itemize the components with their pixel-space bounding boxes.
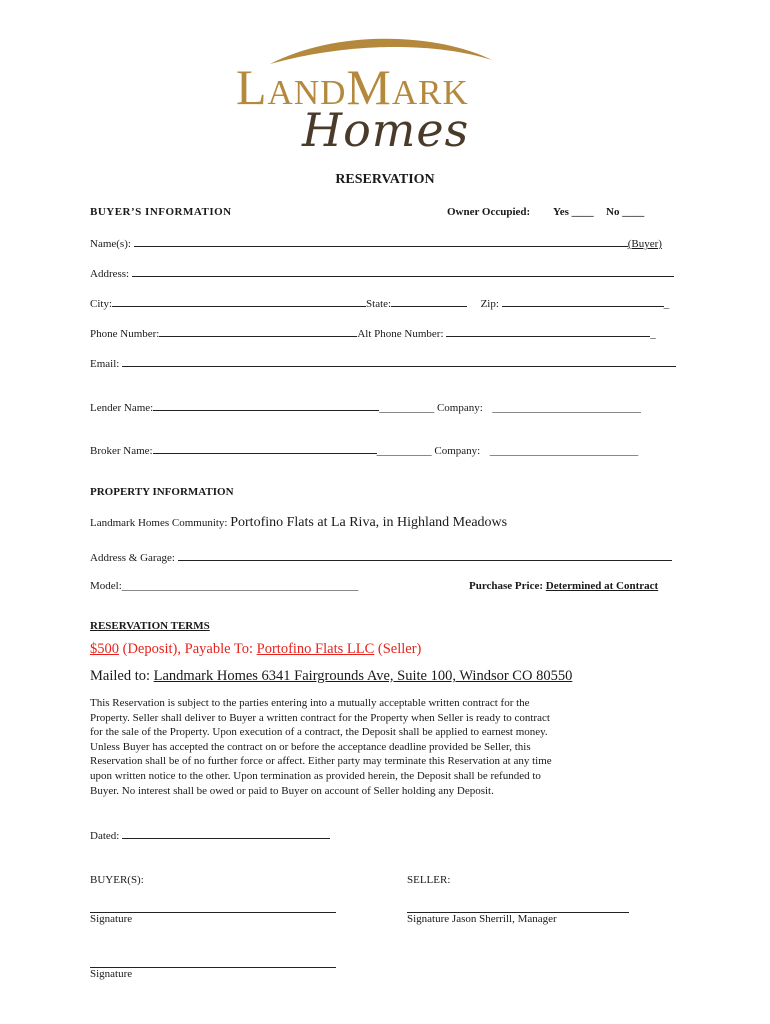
mailed-address: Landmark Homes 6341 Fairgrounds Ave, Suite 100, Windsor CO 80550 (153, 668, 573, 684)
terms-line: Unless Buyer has accepted the contract on or before the acceptance deadline provided be Seller, this (90, 740, 531, 753)
seller-signature-label: Signature Jason Sherrill, Manager (407, 913, 557, 925)
zip-field[interactable] (502, 296, 664, 307)
terms-line: Property. Seller shall deliver to Buyer a written contract for the Property when Seller is ready to contract (90, 711, 550, 724)
email-field[interactable] (122, 356, 676, 367)
purchase-price-row (469, 580, 658, 592)
alt-phone-field[interactable] (446, 326, 650, 337)
lender-row (90, 400, 641, 414)
phone-label: Phone Number: (90, 328, 160, 340)
address-garage-label: Address & Garage: (90, 552, 175, 564)
reservation-terms-heading: RESERVATION TERMS (90, 620, 210, 632)
deposit-mid: (Deposit), Payable To: (122, 641, 254, 657)
model-field[interactable]: ___________________________________________ (121, 580, 359, 592)
dated-row (90, 828, 330, 842)
alt-phone-suffix: _ (650, 328, 656, 340)
dated-label: Dated: (90, 830, 120, 842)
buyer-info-heading: BUYER’S INFORMATION (90, 206, 232, 218)
landmark-homes-logo (230, 30, 550, 160)
alt-phone-label: Alt Phone Number: (357, 328, 444, 340)
city-field[interactable] (112, 296, 366, 307)
address-field[interactable] (132, 266, 674, 277)
address-garage-field[interactable] (178, 550, 672, 561)
broker-company-label: Company: (434, 445, 481, 457)
owner-occupied-no[interactable]: No ____ (606, 206, 645, 218)
page-title: RESERVATION (335, 172, 435, 187)
city-label: City: (90, 298, 113, 310)
community-value: Portofino Flats at La Riva, in Highland Meadows (230, 515, 508, 530)
phone-row (90, 326, 656, 340)
model-label: Model: (90, 580, 122, 592)
names-row (90, 236, 662, 250)
address-label: Address: (90, 268, 130, 280)
lender-label: Lender Name: (90, 402, 154, 414)
phone-field[interactable] (159, 326, 357, 337)
dated-field[interactable] (122, 828, 330, 839)
broker-field[interactable] (153, 443, 377, 454)
state-label: State: (366, 298, 392, 310)
broker-gap: __________ (376, 445, 432, 457)
terms-line: for the sale of the Property. Upon execution of a contract, the Deposit shall be applied to earnest money. (90, 726, 548, 739)
property-info-heading: PROPERTY INFORMATION (90, 486, 234, 498)
lender-gap: __________ (379, 402, 435, 414)
lender-company-field[interactable]: ___________________________ (492, 402, 641, 414)
terms-line: This Reservation is subject to the parties entering into a mutually acceptable written contract for the (90, 697, 530, 709)
owner-occupied-yes[interactable]: Yes ____ (553, 206, 594, 218)
terms-line: Buyer. No interest shall be owed or paid to Buyer on account of Seller holding any Deposit. (90, 784, 494, 797)
email-row (90, 356, 676, 370)
purchase-price-value: Determined at Contract (545, 580, 659, 592)
terms-line: Reservation shall be of no further force or affect. Either party may terminate this Reservation at any time (90, 755, 552, 768)
zip-suffix: _ (663, 298, 670, 310)
email-label: Email: (90, 358, 120, 370)
community-row (90, 515, 507, 531)
names-suffix: (Buyer) (627, 238, 662, 250)
terms-paragraph (90, 696, 650, 798)
logo-script-homes: Homes (302, 103, 470, 157)
seller-label: SELLER: (407, 874, 451, 886)
city-row (90, 296, 669, 310)
mailed-label: Mailed to: (90, 668, 151, 684)
broker-label: Broker Name: (90, 445, 153, 457)
broker-row (90, 443, 638, 457)
deposit-line (90, 641, 421, 658)
names-label: Name(s): (90, 238, 131, 250)
deposit-amount: $500 (90, 641, 119, 657)
community-label: Landmark Homes Community: (90, 517, 228, 529)
address-row (90, 266, 674, 280)
terms-line: upon written notice to the other. Upon termination as provided herein, the Deposit shall be refunded to (90, 769, 541, 782)
buyer-signature-label-2: Signature (90, 968, 133, 980)
names-field[interactable] (134, 236, 628, 247)
payable-to: Portofino Flats LLC (256, 641, 375, 657)
model-row (90, 580, 358, 592)
buyer-signature-label-1: Signature (90, 913, 133, 925)
purchase-price-label: Purchase Price: (469, 580, 544, 592)
zip-label: Zip: (480, 298, 499, 310)
logo-wordmark: LandMark (236, 59, 469, 115)
state-field[interactable] (391, 296, 467, 307)
mailed-line (90, 668, 572, 685)
seller-tag: (Seller) (377, 641, 422, 657)
lender-field[interactable] (153, 400, 379, 411)
broker-company-field[interactable]: ___________________________ (489, 445, 639, 457)
owner-occupied-label: Owner Occupied: (447, 206, 531, 218)
buyers-label: BUYER(S): (90, 874, 144, 886)
lender-company-label: Company: (436, 402, 483, 414)
address-garage-row (90, 550, 672, 564)
